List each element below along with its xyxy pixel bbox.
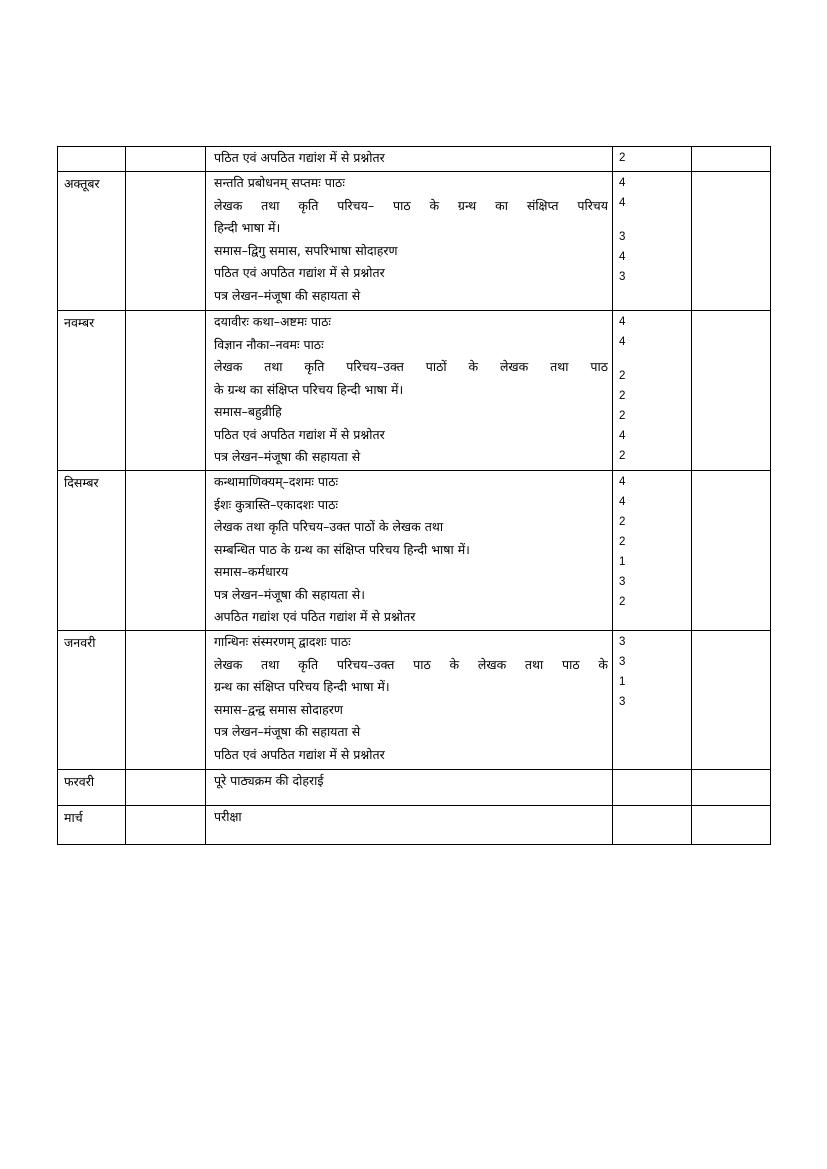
remarks-cell (692, 806, 771, 845)
marks-cell (613, 471, 692, 631)
topic-line: समास–द्विगु समास, सपरिभाषा सोदाहरण (214, 242, 398, 258)
remarks-cell (692, 770, 771, 806)
topic-line: पठित एवं अपठित गद्यांश में से प्रश्नोतर (214, 746, 385, 762)
marks-value: 3 (619, 576, 626, 588)
topic-line: पठित एवं अपठित गद्यांश में से प्रश्नोतर (214, 426, 385, 442)
topic-cell (206, 770, 613, 806)
marks-cell (613, 311, 692, 471)
month-cell: अक्तूबर (58, 172, 126, 311)
topic-cell (206, 806, 613, 845)
topic-line: पत्र लेखन–मंजूषा की सहायता से। (214, 586, 365, 602)
marks-value: 2 (619, 596, 626, 608)
topic-line: हिन्दी भाषा में। (214, 220, 281, 235)
marks-value: 4 (619, 496, 626, 508)
topic-line: ग्रन्थ का संक्षिप्त परिचय हिन्दी भाषा में। (214, 679, 390, 694)
topic-cell (206, 311, 613, 471)
remarks-cell (692, 311, 771, 471)
topic-line: पत्र लेखन–मंजूषा की सहायता से (214, 449, 361, 464)
marks-value: 4 (619, 316, 626, 328)
week-cell (126, 631, 206, 770)
syllabus-table (57, 146, 771, 845)
table-row (58, 806, 771, 845)
marks-value: 4 (619, 476, 626, 488)
topic-line: परीक्षा (214, 809, 242, 824)
topic-line: ईशः कुत्रास्ति–एकादशः पाठः (214, 496, 338, 512)
marks-value: 3 (619, 696, 626, 708)
topic-line: लेखक तथा कृति परिचय–उक्त पाठों के लेखक तथा पाठ (214, 359, 608, 374)
topic-line: समास–कर्मधारय (214, 564, 289, 579)
marks-cell (613, 631, 692, 770)
topic-line: पत्र लेखन–मंजूषा की सहायता से (214, 287, 361, 303)
table-row (58, 147, 771, 172)
marks-cell (613, 806, 692, 845)
remarks-cell (692, 471, 771, 631)
marks-value: 2 (619, 390, 626, 402)
topic-cell (206, 172, 613, 311)
marks-value: 2 (619, 410, 626, 422)
topic-line: समास–बहुव्रीहि (214, 404, 282, 419)
marks-value: 3 (619, 271, 626, 283)
week-cell (126, 147, 206, 172)
topic-line: सम्बन्धित पाठ के ग्रन्थ का संक्षिप्त परिचय हिन्दी भाषा में। (214, 541, 470, 557)
table-row (58, 172, 771, 311)
topic-line: के ग्रन्थ का संक्षिप्त परिचय हिन्दी भाषा में। (214, 381, 404, 397)
marks-value: 1 (619, 556, 626, 568)
week-cell (126, 770, 206, 806)
topic-line: पठित एवं अपठित गद्यांश में से प्रश्नोतर (214, 150, 385, 165)
topic-line: पत्र लेखन–मंजूषा की सहायता से (214, 724, 361, 739)
table-row (58, 631, 771, 770)
remarks-cell (692, 172, 771, 311)
month-cell: मार्च (58, 806, 126, 845)
topic-line: लेखक तथा कृति परिचय–उक्त पाठों के लेखक तथा (214, 519, 444, 534)
marks-value: 4 (619, 177, 626, 189)
topic-cell (206, 471, 613, 631)
topic-line: विज्ञान नौका–नवमः पाठः (214, 336, 324, 352)
topic-line: लेखक तथा कृति परिचय– पाठ के ग्रन्थ का संक्षिप्त परिचय (214, 197, 608, 213)
topic-line: लेखक तथा कृति परिचय–उक्त पाठ के लेखक तथा पाठ के (214, 656, 608, 672)
week-cell (126, 172, 206, 311)
topic-line: अपठित गद्यांश एवं पठित गद्यांश में से प्रश्नोतर (214, 609, 416, 624)
topic-line: दयावीरः कथा–अष्टमः पाठः (214, 314, 331, 329)
marks-cell (613, 147, 692, 172)
marks-value: 4 (619, 197, 626, 209)
marks-value: 4 (619, 251, 626, 263)
month-cell: दिसम्बर (58, 471, 126, 631)
month-cell: नवम्बर (58, 311, 126, 471)
table-row (58, 770, 771, 806)
month-cell: जनवरी (58, 631, 126, 770)
marks-value: 4 (619, 336, 626, 348)
topic-line: सन्तति प्रबोधनम् सप्तमः पाठः (214, 175, 345, 190)
marks-value: 2 (619, 370, 626, 382)
table-row (58, 471, 771, 631)
marks-value: 2 (619, 450, 626, 462)
week-cell (126, 806, 206, 845)
marks-value: 2 (619, 536, 626, 548)
marks-value: 2 (619, 152, 626, 164)
marks-value: 3 (619, 656, 626, 668)
month-cell (58, 147, 126, 172)
marks-cell (613, 770, 692, 806)
week-cell (126, 311, 206, 471)
marks-value: 4 (619, 430, 626, 442)
topic-line: गान्धिनः संस्मरणम् द्वादशः पाठः (214, 634, 351, 649)
week-cell (126, 471, 206, 631)
topic-line: समास–द्वन्द्व समास सोदाहरण (214, 701, 343, 717)
remarks-cell (692, 147, 771, 172)
topic-line: पूरे पाठ्यक्रम की दोहराई (214, 773, 324, 788)
month-cell: फरवरी (58, 770, 126, 806)
topic-line: पठित एवं अपठित गद्यांश में से प्रश्नोतर (214, 265, 385, 280)
marks-value: 3 (619, 636, 626, 648)
topic-cell (206, 631, 613, 770)
topic-line: कन्थामाणिक्यम्–दशमः पाठः (214, 474, 339, 489)
remarks-cell (692, 631, 771, 770)
table-row (58, 311, 771, 471)
topic-cell (206, 147, 613, 172)
marks-cell (613, 172, 692, 311)
marks-value: 2 (619, 516, 626, 528)
marks-value: 1 (619, 676, 626, 688)
marks-value: 3 (619, 231, 626, 243)
